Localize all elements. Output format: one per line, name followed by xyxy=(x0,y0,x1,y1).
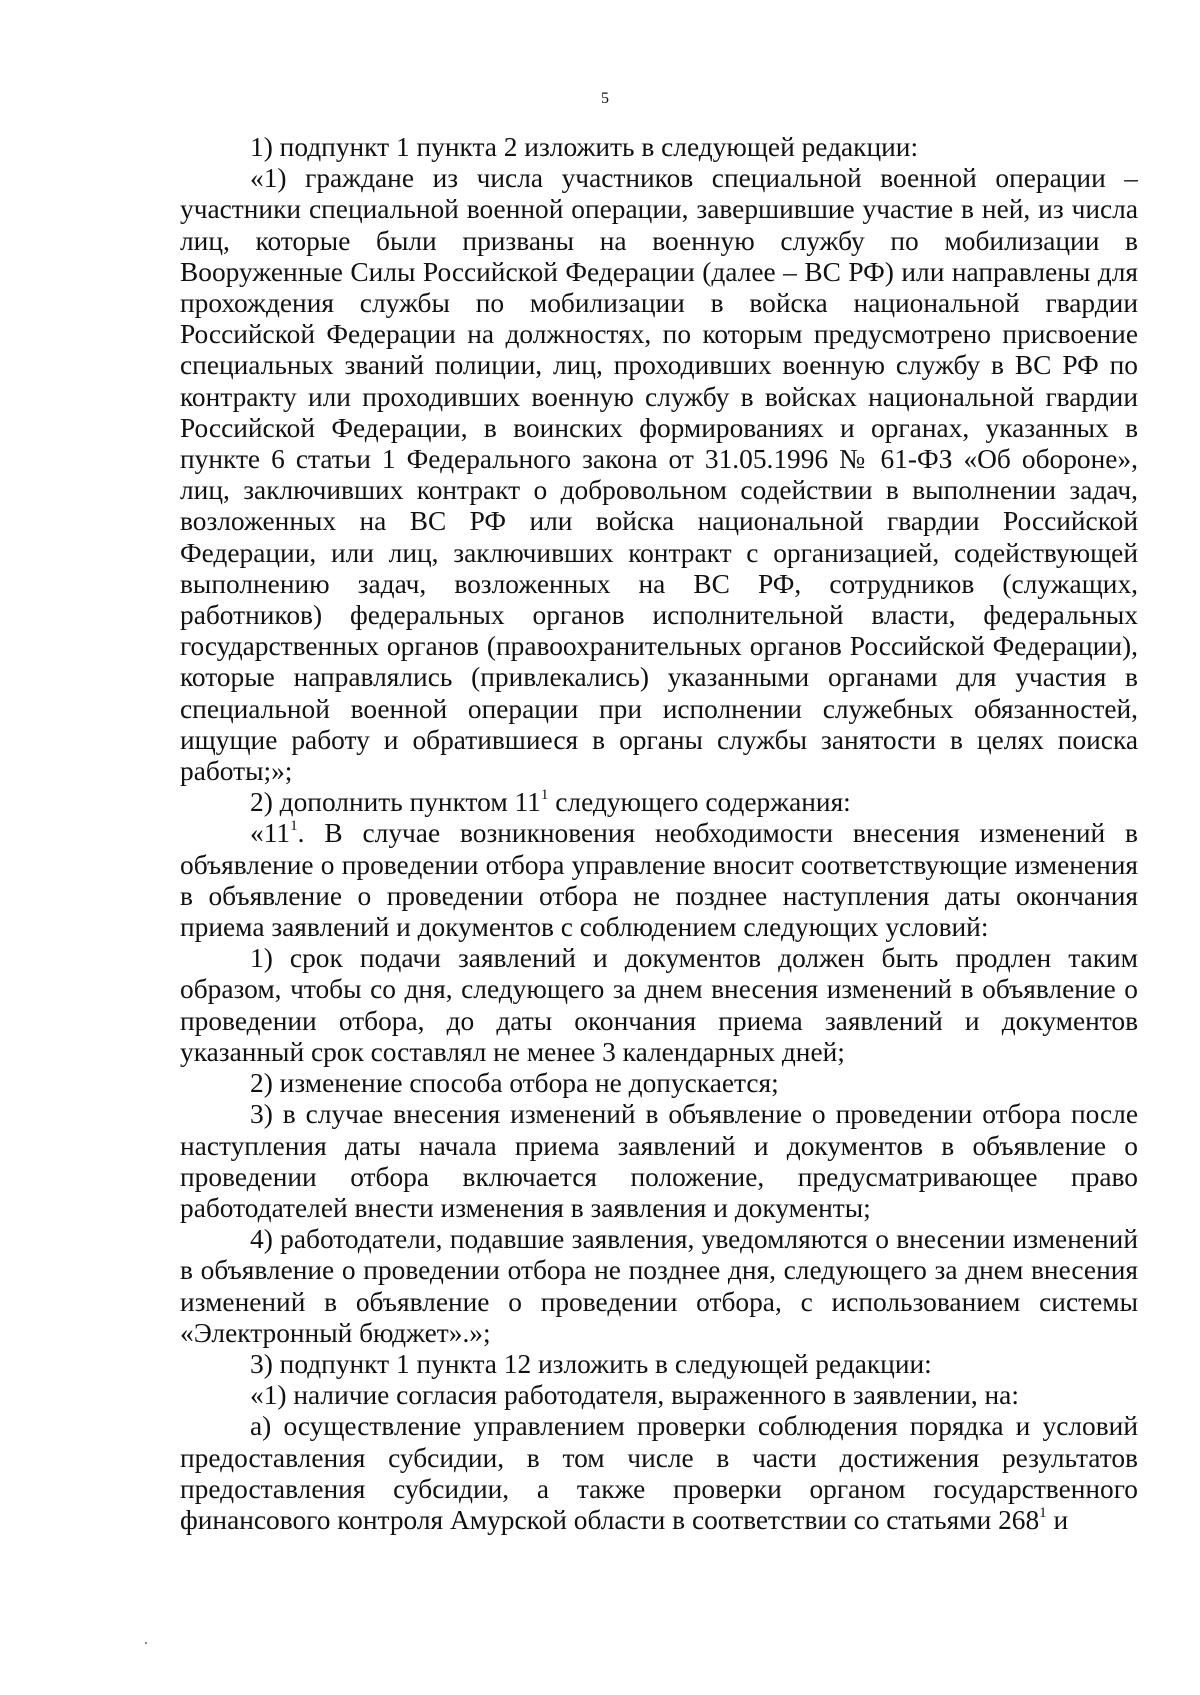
paragraph: 4) работодатели, подавшие заявления, уведомляются о внесении изменений в объявление о проведении отбора не позднее дня, следующего за днем внесения изменений в объявление о проведении отбора, с использованием системы «Электронный бюджет».»; xyxy=(180,1224,1138,1348)
text-run: . В случае возникновения необходимости внесения изменений в объявление о проведении отбора управление вносит соответствующие изменения в объявление о проведении отбора не позднее наступления даты окончания приема заявлений и документов с соблюдением следующих условий: xyxy=(180,818,1138,943)
superscript: 1 xyxy=(290,818,298,835)
text-run: и xyxy=(1046,1504,1069,1535)
page-number: 5 xyxy=(601,90,609,107)
text-run: 2) дополнить пунктом 11 xyxy=(250,787,541,818)
paragraph xyxy=(180,818,1138,943)
paragraph: 1) срок подачи заявлений и документов должен быть продлен таким образом, чтобы со дня, следующего за днем внесения изменений в объявление о проведении отбора, до даты окончания приема заявлений и документов указанный срок составлял не менее 3 календарных дней; xyxy=(180,943,1138,1067)
paragraph xyxy=(180,787,1138,818)
paragraph: «1) наличие согласия работодателя, выраженного в заявлении, на: xyxy=(250,1380,1019,1411)
paragraph xyxy=(180,1411,1138,1536)
text-run: «11 xyxy=(250,818,291,849)
text-run: следующего содержания: xyxy=(548,787,851,818)
paragraph: «1) граждане из числа участников специальной военной операции – участники специальной военной операции, завершившие участие в ней, из числа лиц, которые были призваны на военную службу по мобилизации в Вооруженные Силы Российской Федерации (далее – ВС РФ) или направлены для прохождения службы по мобилизации в войска национальной гвардии Российской Федерации на должностях, по которым предусмотрено присвоение специальных званий полиции, лиц, проходивших военную службу в ВС РФ по контракту или проходивших военную службу в войсках национальной гвардии Российской Федерации, в воинских формированиях и органах, указанных в пункте 6 статьи 1 Федерального закона от 31.05.1996 № 61-ФЗ «Об обороне», лиц, заключивших контракт о добровольном содействии в выполнении задач, возложенных на ВС РФ или войска национальной гвардии Российской Федерации, или лиц, заключивших контракт с организацией, содействующей выполнению задач, возложенных на ВС РФ, сотрудников (служащих, работников) федеральных органов исполнительной власти, федеральных государственных органов (правоохранительных органов Российской Федерации), которые направлялись (привлекались) указанными органами для участия в специальной военной операции при исполнении служебных обязанностей, ищущие работу и обратившиеся в органы службы занятости в целях поиска работы;»; xyxy=(180,163,1138,787)
paragraph: 2) изменение способа отбора не допускается; xyxy=(250,1068,779,1099)
superscript: 1 xyxy=(540,787,549,804)
paragraph: 3) в случае внесения изменений в объявление о проведении отбора после наступления даты начала приема заявлений и документов в объявление о проведении отбора включается положение, предусматривающее право работодателей внести изменения в заявления и документы; xyxy=(180,1099,1138,1223)
document-body xyxy=(180,132,1138,1536)
paragraph: 3) подпункт 1 пункта 12 изложить в следующей редакции: xyxy=(250,1348,932,1379)
text-run: а) осуществление управлением проверки соблюдения порядка и условий предоставления субсидии, в том числе в части достижения результатов предоставления субсидии, а также проверки органом государственного финансового контроля Амурской области в соответствии со статьями 268 xyxy=(180,1411,1138,1535)
paragraph: 1) подпункт 1 пункта 2 изложить в следующей редакции: xyxy=(250,132,919,162)
scan-speck xyxy=(145,1642,147,1644)
superscript: 1 xyxy=(1039,1504,1047,1521)
